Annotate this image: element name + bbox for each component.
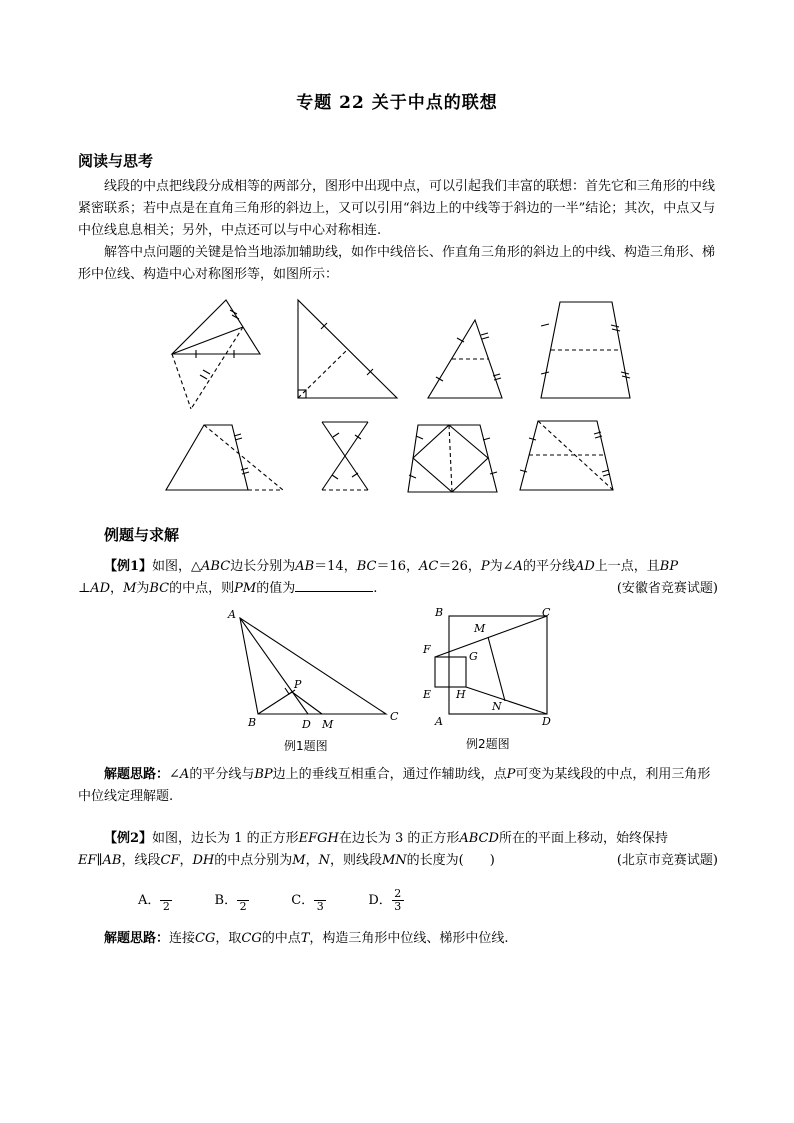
label-C: C [390,710,399,723]
figure-trapezoid-midline [541,302,630,398]
label-G: G [469,650,478,663]
example-2-hint: 解题思路：连接CG，取CG的中点T，构造三角形中位线、梯形中位线. [104,931,509,946]
label-E: E [423,688,432,701]
label-A: A [228,608,236,621]
label-F: F [423,643,431,656]
figure-median-doubling [172,300,260,409]
section-heading-examples: 例题与求解 [104,526,180,544]
answer-blank [295,579,373,592]
label-M2: M [474,622,486,635]
example-1-source: (安徽省竞赛试题) [616,581,718,596]
figure-central-symmetry [322,422,368,490]
label-H: H [456,688,466,701]
example-1-caption: 例1题图 [284,739,328,753]
label-A2: A [435,715,443,728]
option-c[interactable]: C． 3 [291,888,326,913]
option-d[interactable]: D． $\frac{2}{3}$ [368,888,403,913]
example-2-text: 【例2】如图，边长为 1 的正方形EFGH在边长为 3 的正方形ABCD所在的平面上移动，始终保持EF∥AB，线段CF，DH的中点分别为M，N，则线段MN的长度为( ) (北京市竞赛试题) [78,828,718,872]
label-C2: C [542,606,551,619]
example-2-figure [418,604,578,754]
example-1-text: 【例1】如图，△ABC边长分别为AB＝14，BC＝16，AC＝26，P为∠A的平分线AD上一点，且BP [104,559,679,574]
label-P: P [294,678,302,691]
example-2-options [138,888,442,913]
figure-trapezoid-diagonal [520,421,613,490]
label-N: N [492,700,502,713]
section-heading-reading: 阅读与思考 [78,152,154,170]
figure-trapezoid-extension [166,425,283,490]
example-1-figure [226,604,426,754]
example-1-hint: 解题思路：∠A的平分线与BP边上的垂线互相重合，通过作辅助线，点P可变为某线段的中点，利用三角形中位线定理解题. [78,767,711,804]
example-2-caption: 例2题图 [466,737,510,751]
figure-triangle-midline [428,320,502,398]
option-a[interactable]: A． 2 [138,888,172,913]
page-title: 专题 22 关于中点的联想 [296,93,498,113]
example-2-source: (北京市竞赛试题) [616,853,718,868]
figure-right-triangle-median [298,300,397,398]
example-1-text-cont: ⊥AD，M为BC的中点，则PM的值为 . (安徽省竞赛试题) [78,578,718,600]
label-B2: B [435,606,444,619]
paragraph-method: 解答中点问题的关键是恰当地添加辅助线，如作中线倍长、作直角三角形的斜边上的中线、构造三角形、梯形中位线、构造中心对称图形等，如图所示： [78,245,716,282]
paragraph-intro: 线段的中点把线段分成相等的两部分，图形中出现中点，可以引起我们丰富的联想：首先它和三角形的中线紧密联系；若中点是在直角三角形的斜边上，又可以引用“斜边上的中线等于斜边的一半”结论；其次，中点又与中位线息息相关；另外，中点还可以与中心对称相连. [78,179,716,238]
label-D: D [302,718,311,731]
auxiliary-line-figures [0,292,794,512]
label-D2: D [542,715,551,728]
label-B: B [248,716,257,729]
label-M: M [322,718,334,731]
figure-inscribed-quadrilateral [408,425,497,492]
option-b[interactable]: B． 2 [215,888,250,913]
